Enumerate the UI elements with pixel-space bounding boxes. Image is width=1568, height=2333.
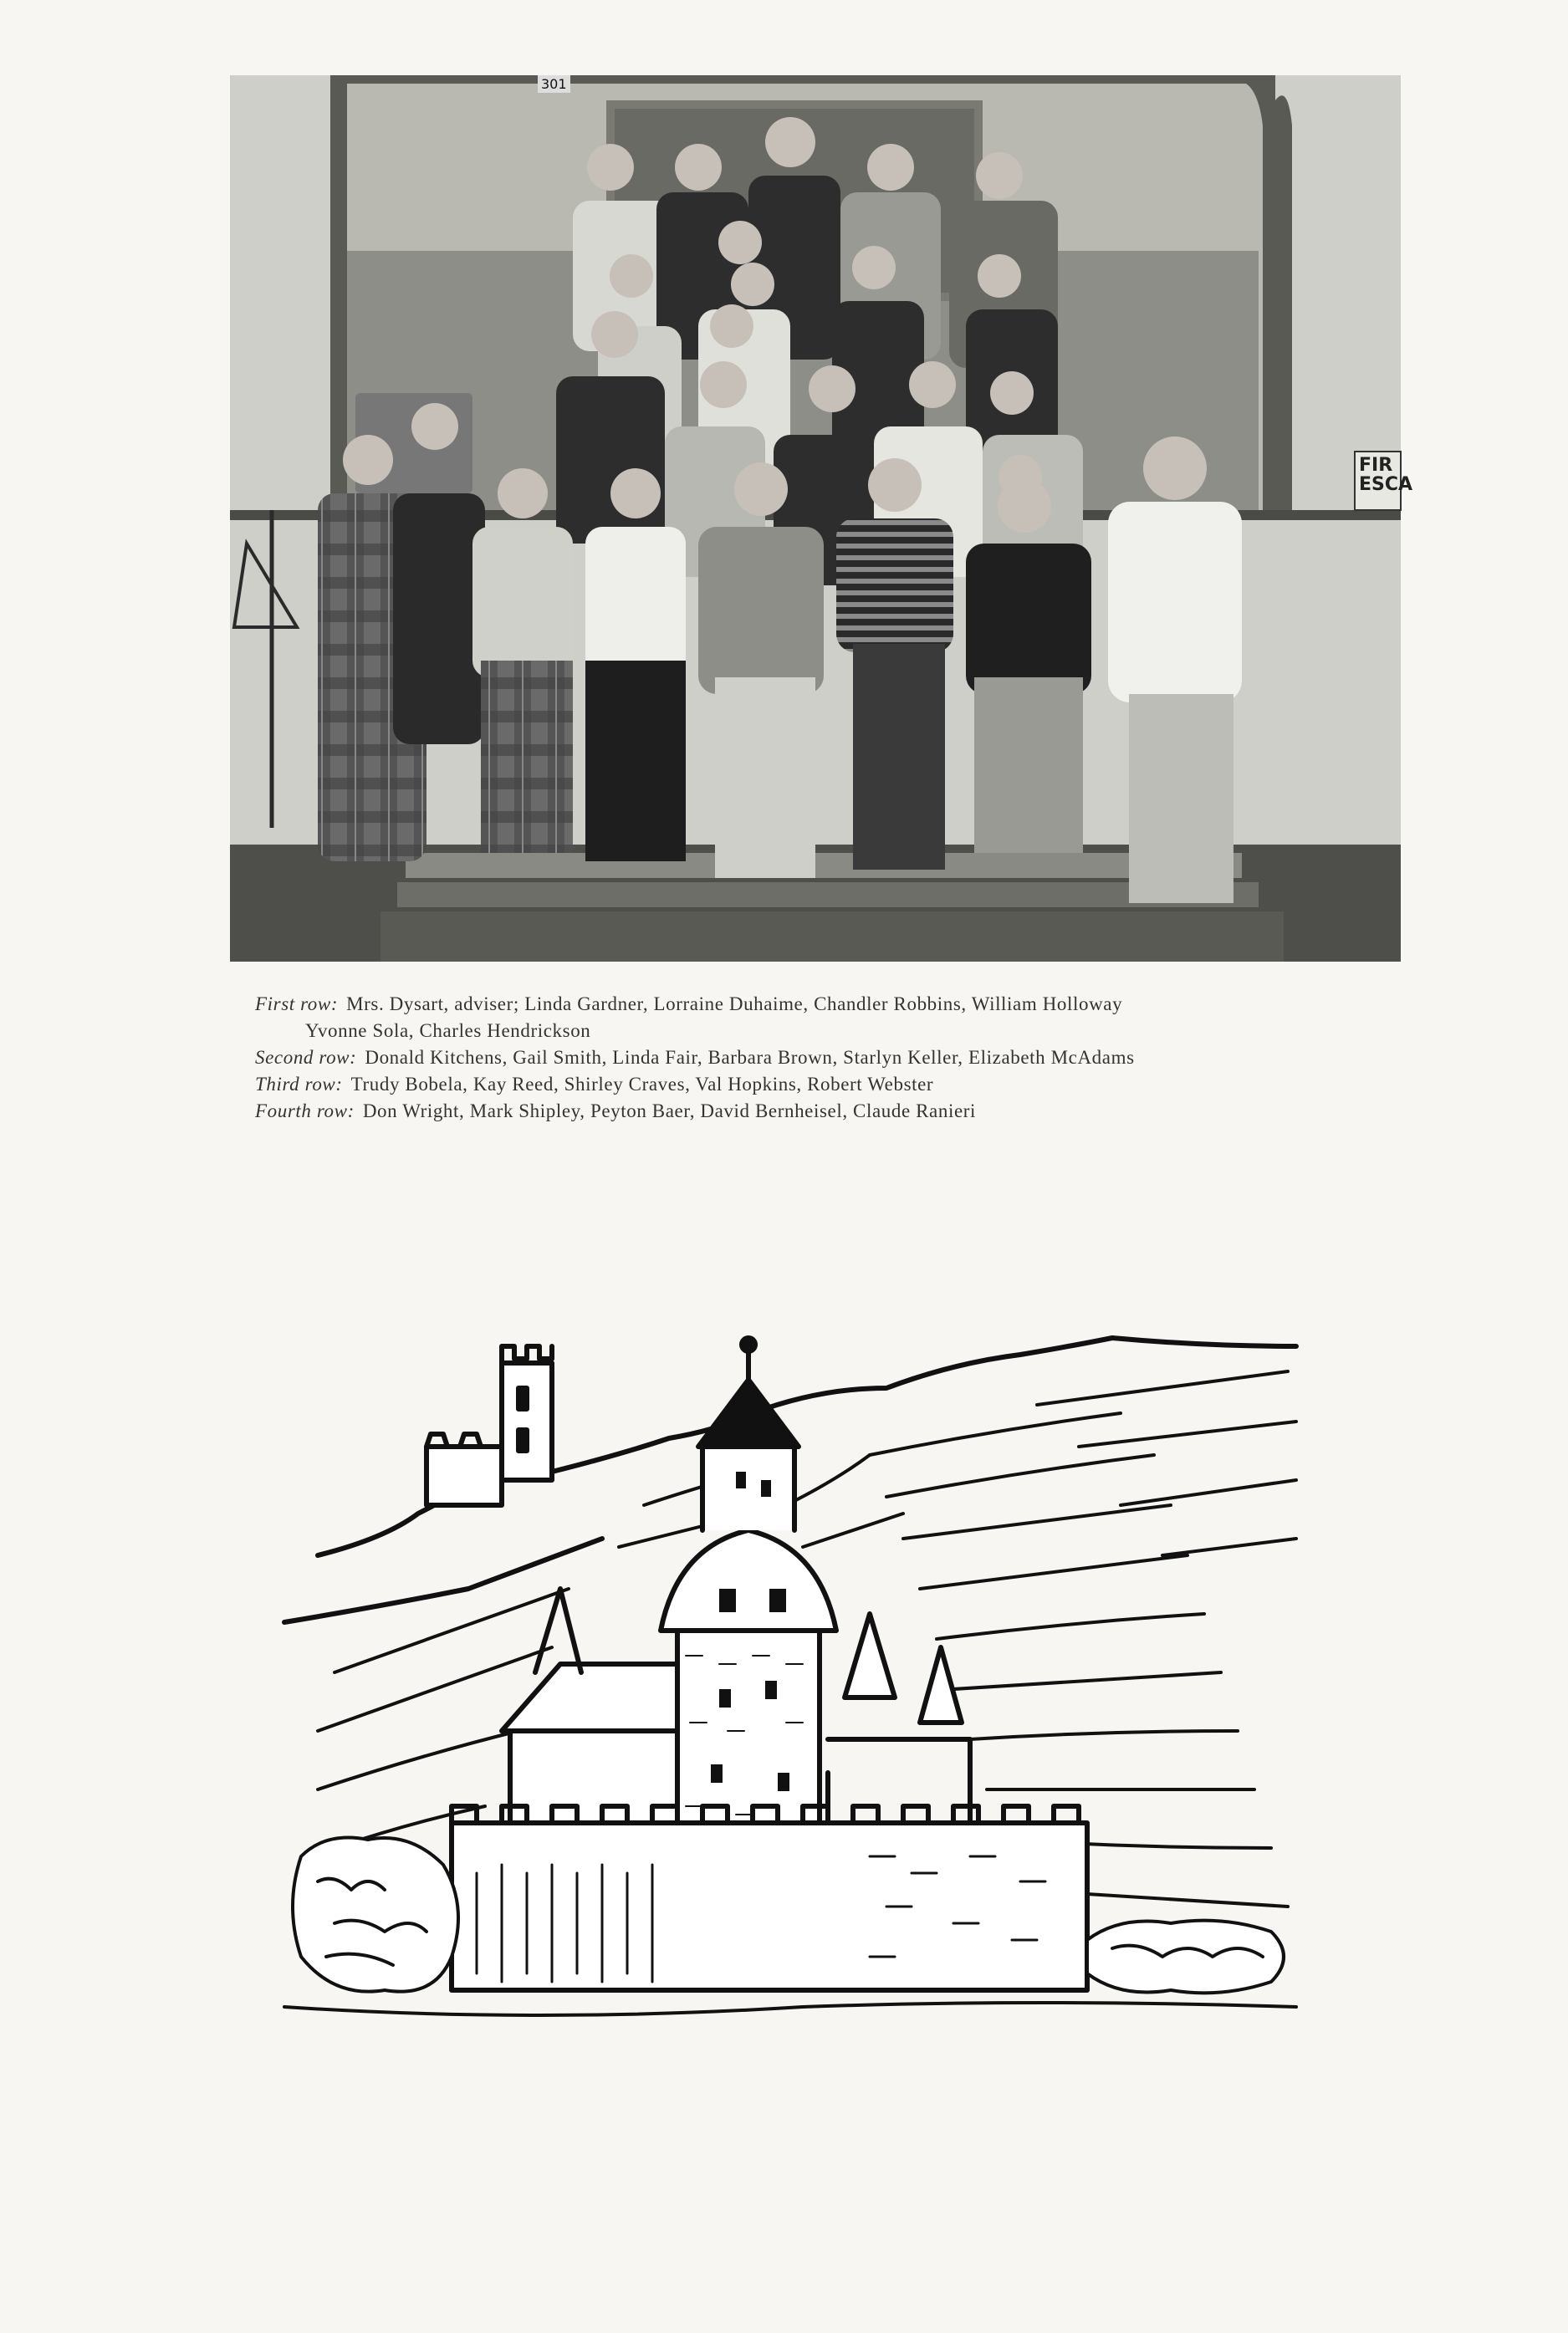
row-names: Don Wright, Mark Shipley, Peyton Baer, David Bernheisel, Claude Ranieri: [362, 1100, 977, 1121]
room-number-plate: 301: [538, 75, 570, 93]
class-photo-image: [230, 75, 1401, 962]
row-label: Second row:: [255, 1047, 357, 1068]
row-label: Fourth row:: [255, 1100, 355, 1121]
photo-caption: [255, 991, 1417, 1125]
class-photo: [230, 75, 1413, 962]
caption-fourth-row: [255, 1098, 1417, 1125]
caption-third-row: [255, 1071, 1417, 1098]
castle-illustration: [284, 1338, 1305, 2074]
row-names: Donald Kitchens, Gail Smith, Linda Fair, Barbara Brown, Starlyn Keller, Elizabeth McAdams: [365, 1047, 1135, 1068]
caption-first-row-continuation: [255, 1018, 1417, 1044]
caption-second-row: [255, 1044, 1417, 1071]
row-names: Trudy Bobela, Kay Reed, Shirley Craves, Val Hopkins, Robert Webster: [350, 1074, 934, 1095]
sign-line-1: FIR: [1359, 455, 1393, 476]
row-names-continued: Yvonne Sola, Charles Hendrickson: [305, 1020, 591, 1041]
sign-line-2: ESCA: [1359, 474, 1413, 496]
castle-drawing: [284, 1338, 1305, 2074]
row-label: Third row:: [255, 1074, 343, 1095]
row-names: Mrs. Dysart, adviser; Linda Gardner, Lorraine Duhaime, Chandler Robbins, William Holloway: [346, 993, 1123, 1014]
caption-first-row: [255, 991, 1417, 1018]
fire-escape-sign: [1359, 456, 1412, 494]
row-label: First row:: [255, 993, 339, 1014]
